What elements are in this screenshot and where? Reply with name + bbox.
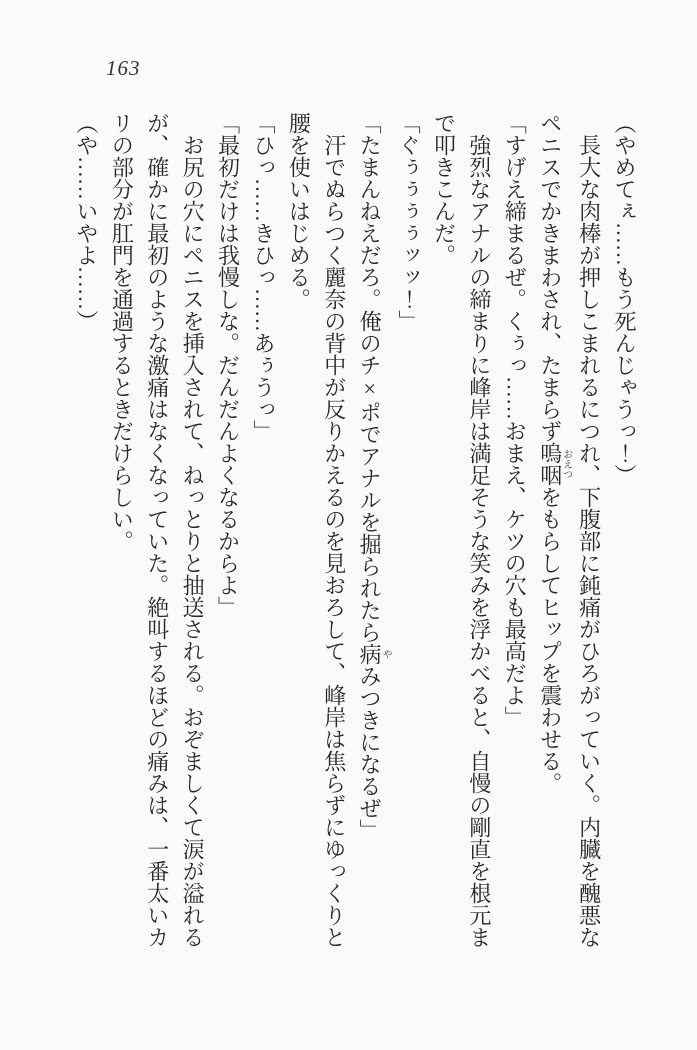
text-lines (69, 112, 643, 964)
text-line: が、確かに最初のような激痛はなくなっていた。絶叫するほどの痛みは、一番太いカ (144, 112, 170, 948)
text-line: リの部分が肛門を通過するときだけらしい。 (109, 112, 135, 552)
text-line: 腰を使いはじめる。 (286, 112, 312, 310)
ruby-annotated-word: 病や (357, 643, 392, 665)
text-line: 「すげえ締まるぜ。くぅっ……おまえ、ケツの穴も最高だよ」 (502, 112, 528, 728)
text-line: 「最初だけは我慢しな。だんだんよくなるからよ」 (215, 112, 241, 618)
text-line: 強烈なアナルの締まりに峰岸は満足そうな笑みを浮かべると、自慢の剛直を根元ま (466, 134, 492, 948)
text-line: 「たまんねえだろ。俺のチ×ポでアナルを掘られたら病やみつきになるぜ」 (357, 112, 392, 841)
text-line: 汗でぬらつく麗奈の背中が反りかえるのを見おろして、峰岸は焦らずにゆっくりと (321, 134, 347, 948)
ruby-annotated-word: 嗚咽おえつ (537, 442, 572, 486)
page-text (69, 112, 643, 964)
text-line: で叩きこんだ。 (431, 112, 457, 266)
text-line: 「ひっ……きひっ……あぅうっ」 (250, 112, 276, 442)
text-line: 「ぐぅぅぅぅッッ！」 (396, 112, 422, 332)
text-line: （やめてぇ……もう死んじゃうっ！） (612, 112, 637, 486)
text-line: （や……いやよ……） (73, 112, 99, 332)
text-line: 長大な肉棒が押しこまれるにつれ、下腹部に鈍痛がひろがっていく。内臓を醜悪な (576, 134, 602, 948)
page-number: 163 (106, 56, 141, 80)
text-line: ペニスでかきまわされ、たまらず嗚咽おえつをもらしてヒップを震わせる。 (537, 112, 572, 794)
text-line: お尻の穴にペニスを挿入されて、ねっとりと抽送される。おぞましくて涙が溢れる (180, 134, 206, 948)
